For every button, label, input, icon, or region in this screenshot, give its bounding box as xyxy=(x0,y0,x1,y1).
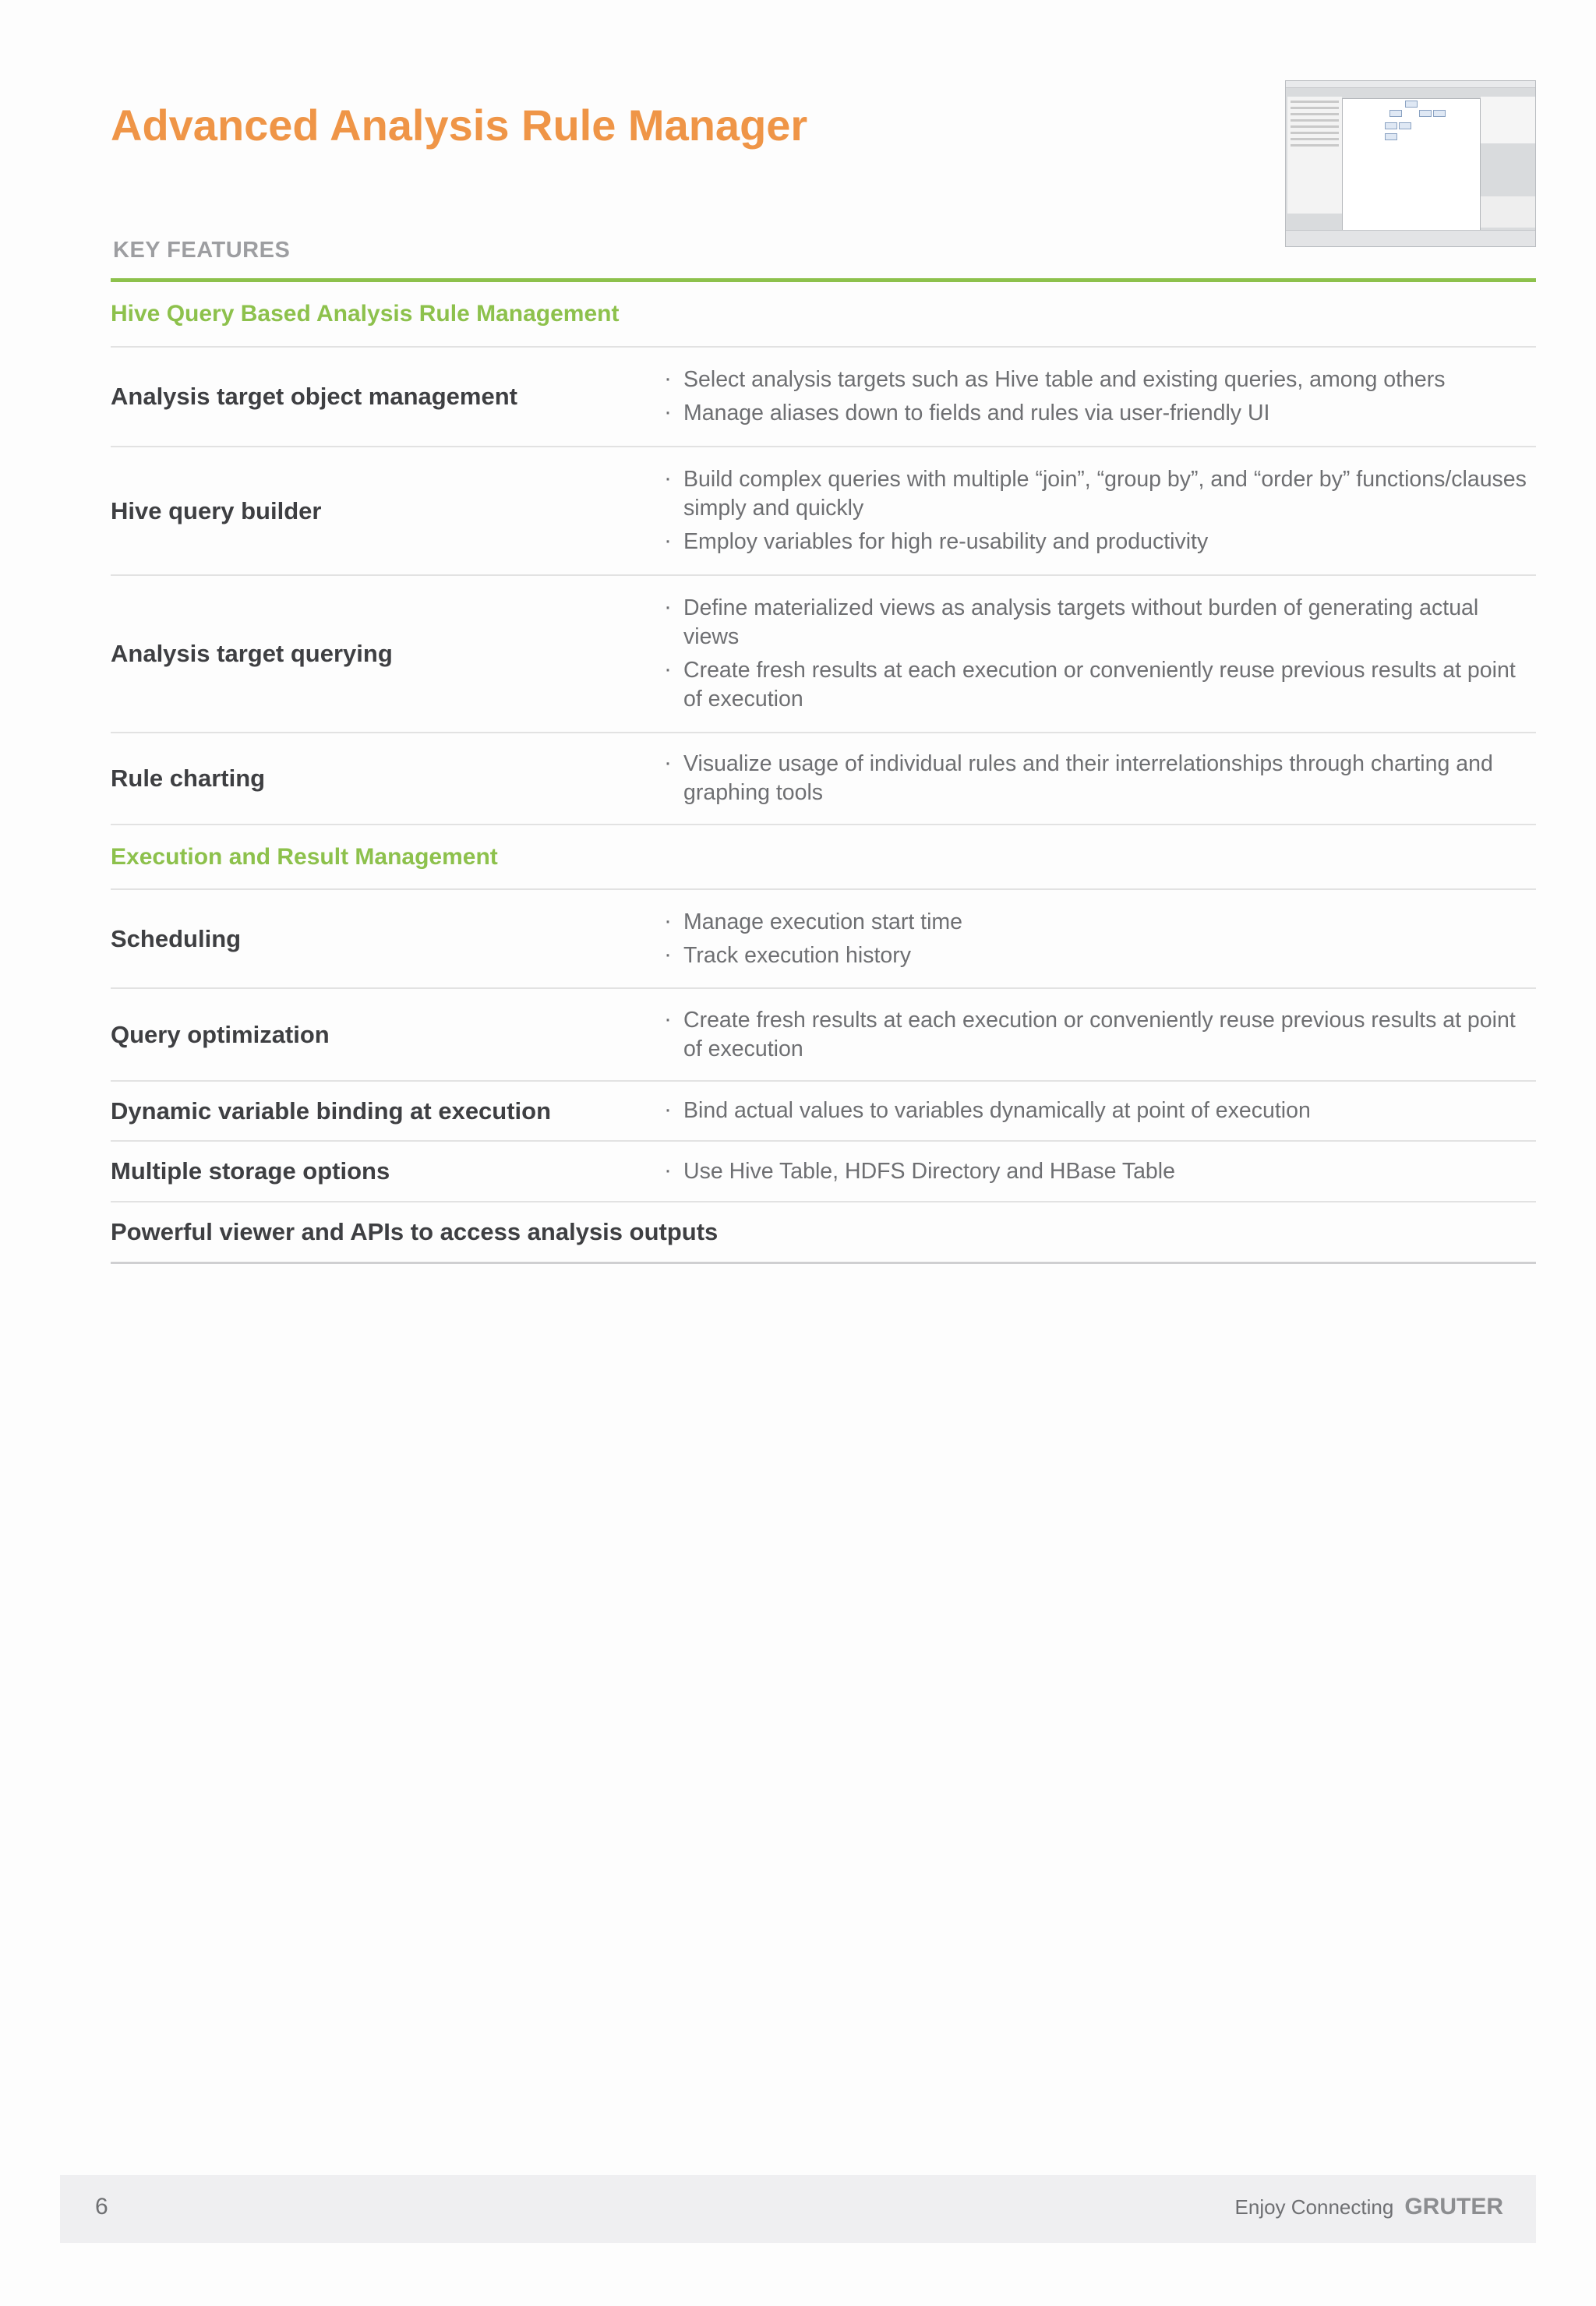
footer-tagline: Enjoy Connecting xyxy=(1234,2195,1394,2219)
feature-name: Dynamic variable binding at execution xyxy=(111,1096,552,1125)
feature-name: Rule charting xyxy=(111,765,266,792)
feature-description xyxy=(664,361,1536,433)
section-heading: Execution and Result Management xyxy=(111,825,1536,890)
feature-row xyxy=(111,348,1536,447)
feature-description xyxy=(664,1001,1536,1068)
feature-row xyxy=(111,1202,1536,1264)
feature-description xyxy=(664,1092,1536,1130)
feature-name: Scheduling xyxy=(111,924,242,952)
feature-bullet: · Visualize usage of individual rules and their interrelationships through charting and graphing tools xyxy=(664,750,1536,807)
page-footer xyxy=(60,2175,1536,2243)
section-heading: Hive Query Based Analysis Rule Management xyxy=(111,282,1536,348)
thumbnail-left-panel xyxy=(1287,97,1342,214)
feature-bullet: · Manage aliases down to fields and rules via user-friendly UI xyxy=(664,399,1536,428)
feature-row xyxy=(111,1082,1536,1142)
feature-name: Powerful viewer and APIs to access analysis outputs xyxy=(111,1218,719,1245)
feature-bullet: · Bind actual values to variables dynamically at point of execution xyxy=(664,1096,1536,1125)
feature-name: Multiple storage options xyxy=(111,1157,390,1185)
features-table xyxy=(111,282,1536,1264)
feature-name: Hive query builder xyxy=(111,496,322,524)
feature-bullet: · Define materialized views as analysis targets without burden of generating actual views xyxy=(664,594,1536,652)
feature-bullet: · Use Hive Table, HDFS Directory and HBase Table xyxy=(664,1157,1536,1186)
feature-description xyxy=(664,903,1536,975)
brand-logo-text: GRUTER xyxy=(1404,2194,1503,2219)
thumbnail-statusbar xyxy=(1286,230,1535,246)
feature-row xyxy=(111,447,1536,576)
thumbnail-right-panel-lower xyxy=(1481,196,1535,228)
feature-description xyxy=(664,1153,1536,1191)
page-number: 6 xyxy=(95,2194,108,2219)
feature-bullet: · Employ variables for high re-usability and productivity xyxy=(664,528,1536,556)
feature-bullet: · Select analysis targets such as Hive table and existing queries, among others xyxy=(664,365,1536,394)
app-screenshot-thumbnail xyxy=(1285,80,1536,247)
thumbnail-canvas xyxy=(1342,98,1481,232)
feature-bullet: · Track execution history xyxy=(664,941,1536,970)
feature-name: Query optimization xyxy=(111,1020,330,1048)
feature-bullet: · Create fresh results at each execution or conveniently reuse previous results at point of execution xyxy=(664,656,1536,714)
feature-bullet: · Create fresh results at each execution or conveniently reuse previous results at point of execution xyxy=(664,1006,1536,1064)
feature-bullet: · Manage execution start time xyxy=(664,908,1536,937)
thumbnail-right-panel xyxy=(1481,97,1535,143)
footer-tagline-group xyxy=(1235,2194,1503,2220)
feature-row xyxy=(111,576,1536,733)
key-features-label: KEY FEATURES xyxy=(113,238,291,263)
thumbnail-menubar xyxy=(1286,81,1535,88)
feature-row xyxy=(111,733,1536,825)
feature-description xyxy=(664,589,1536,719)
feature-description xyxy=(664,745,1536,812)
feature-row xyxy=(111,1142,1536,1202)
feature-row xyxy=(111,989,1536,1082)
feature-description xyxy=(664,461,1536,561)
feature-name: Analysis target object management xyxy=(111,383,517,410)
page-title: Advanced Analysis Rule Manager xyxy=(111,101,808,150)
feature-name: Analysis target querying xyxy=(111,640,393,667)
feature-bullet: · Build complex queries with multiple “join”, “group by”, and “order by” functions/clauses simply and quickly xyxy=(664,465,1536,523)
feature-row xyxy=(111,890,1536,989)
